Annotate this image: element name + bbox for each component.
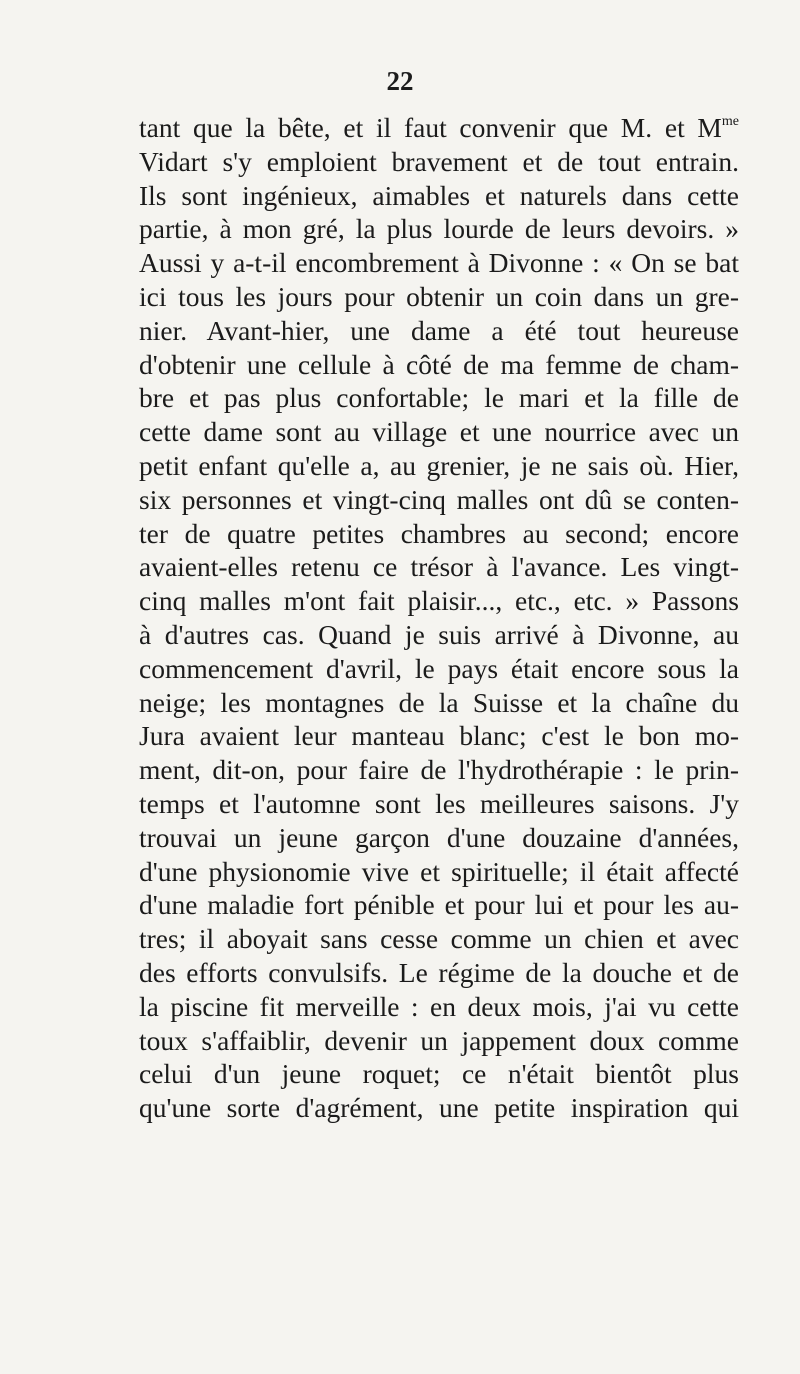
text-line: Ils sont ingénieux, aimables et naturels dans cette (139, 179, 739, 211)
text-line: d'obtenir une cellule à côté de ma femme de cham- (139, 348, 739, 380)
text-line: neige; les montagnes de la Suisse et la chaîne du (139, 686, 739, 718)
text-line: qu'une sorte d'agrément, une petite inspiration qui (139, 1092, 739, 1124)
text-line: temps et l'automne sont les meilleures saisons. J'y (139, 787, 739, 819)
text-line: d'une physionomie vive et spirituelle; il était affecté (139, 855, 739, 887)
text-line: partie, à mon gré, la plus lourde de leurs devoirs. » (139, 213, 739, 245)
text-line: toux s'affaiblir, devenir un jappement doux comme (139, 1024, 739, 1056)
text-line: d'une maladie fort pénible et pour lui et pour les au- (139, 889, 739, 921)
text-line: celui d'un jeune roquet; ce n'était bientôt plus (139, 1058, 739, 1090)
text-line: cette dame sont au village et une nourrice avec un (139, 416, 739, 448)
text-line: ment, dit-on, pour faire de l'hydrothérapie : le prin- (139, 754, 739, 786)
text-line: Aussi y a-t-il encombrement à Divonne : « On se bat (139, 247, 739, 279)
text-line: tant que la bête, et il faut convenir que M. et $M^{me}$ (139, 112, 739, 143)
text-line: à d'autres cas. Quand je suis arrivé à Divonne, au (139, 618, 739, 650)
text-line: nier. Avant-hier, une dame a été tout heureuse (139, 314, 739, 346)
text-line: trouvai un jeune garçon d'une douzaine d'années, (139, 821, 739, 853)
text-line: Vidart s'y emploient bravement et de tout entrain. (139, 145, 739, 177)
text-line: ter de quatre petites chambres au second; encore (139, 517, 739, 549)
page-number: 22 (386, 66, 414, 96)
text-line: des efforts convulsifs. Le régime de la douche et de (139, 956, 739, 988)
body-text (139, 111, 739, 1125)
text-line: bre et pas plus confortable; le mari et la fille de (139, 382, 739, 414)
text-line: Jura avaient leur manteau blanc; c'est le bon mo- (139, 720, 739, 752)
text-line: avaient-elles retenu ce trésor à l'avance. Les vingt- (139, 551, 739, 583)
text-line: commencement d'avril, le pays était encore sous la (139, 652, 739, 684)
text-line: tres; il aboyait sans cesse comme un chien et avec (139, 923, 739, 955)
text-line: la piscine fit merveille : en deux mois, j'ai vu cette (139, 990, 739, 1022)
text-line: petit enfant qu'elle a, au grenier, je ne sais où. Hier, (139, 449, 739, 481)
superscript: me (721, 114, 739, 129)
text-line: six personnes et vingt-cinq malles ont dû se conten- (139, 483, 739, 515)
text-line: cinq malles m'ont fait plaisir..., etc., etc. » Passons (139, 585, 739, 617)
text-line: ici tous les jours pour obtenir un coin dans un gre- (139, 280, 739, 312)
